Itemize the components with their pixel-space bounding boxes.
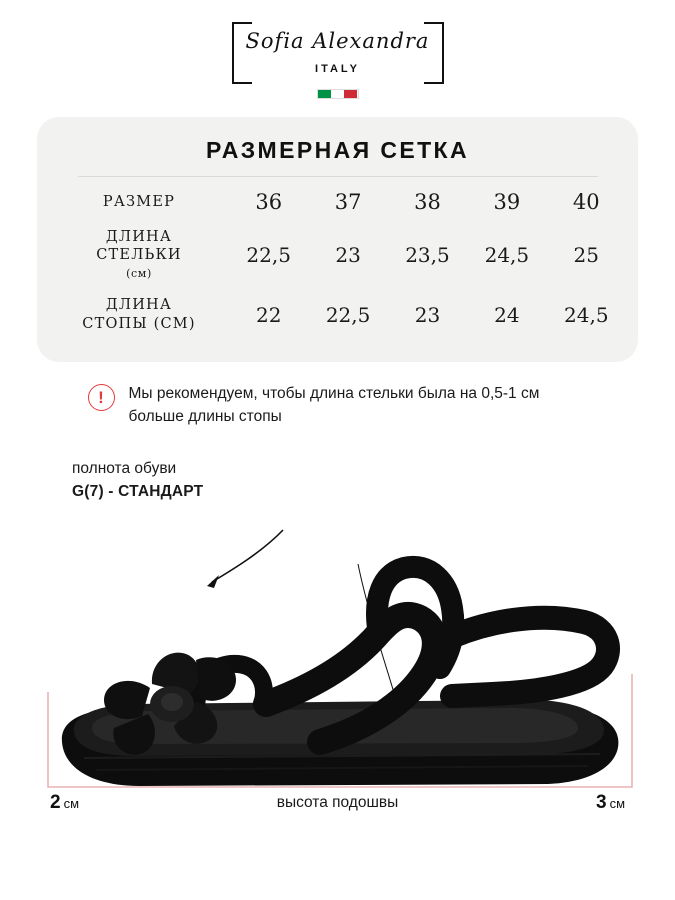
cell-foot-37: 22,5 bbox=[325, 302, 371, 327]
sandal-illustration bbox=[0, 442, 675, 842]
cell-insole-36: 22,5 bbox=[246, 243, 291, 268]
sole-height-right bbox=[596, 792, 625, 814]
row-label-foot-text: ДЛИНА СТОПЫ (СМ) bbox=[82, 297, 196, 332]
row-label-insole-text: ДЛИНА СТЕЛЬКИ bbox=[96, 229, 182, 264]
size-chart-card bbox=[37, 117, 638, 362]
brand-country: ITALY bbox=[315, 63, 360, 75]
sole-height-left-value: 2 bbox=[50, 792, 61, 814]
cell-insole-40: 25 bbox=[573, 243, 599, 268]
row-label-insole-length bbox=[49, 221, 229, 289]
width-callout-line2: G(7) - СТАНДАРТ bbox=[72, 482, 204, 500]
row-label-foot-length bbox=[49, 289, 229, 339]
cell-foot-38: 23 bbox=[414, 302, 441, 327]
sandal-graphic bbox=[62, 567, 619, 786]
callout-arrow-line bbox=[212, 530, 283, 582]
sandal-ankle-strap bbox=[440, 618, 608, 696]
row-label-size: РАЗМЕР bbox=[102, 193, 176, 210]
recommendation-note bbox=[78, 382, 598, 429]
row-label-insole-unit: (см) bbox=[126, 267, 152, 281]
recommendation-text: Мы рекомендуем, чтобы длина стельки была на 0,5-1 см больше длины стопы bbox=[128, 384, 540, 425]
cell-size-38: 38 bbox=[414, 190, 441, 214]
cell-foot-40: 24,5 bbox=[564, 302, 609, 327]
cell-foot-39: 24 bbox=[494, 302, 520, 327]
cell-size-37: 37 bbox=[334, 190, 362, 214]
table-row bbox=[49, 221, 626, 289]
callout-arrow-head bbox=[207, 575, 219, 588]
sole-height-right-value: 3 bbox=[595, 792, 607, 814]
brand-logo-frame bbox=[232, 22, 444, 84]
sole-height-left-unit: см bbox=[63, 796, 80, 812]
width-callout-line1: полнота обуви bbox=[72, 460, 177, 478]
sole-height-right-unit: см bbox=[609, 796, 625, 812]
brand-header bbox=[0, 0, 675, 99]
size-chart-table bbox=[49, 183, 626, 340]
size-chart-title: РАЗМЕРНАЯ СЕТКА bbox=[206, 137, 469, 163]
table-row bbox=[49, 289, 626, 339]
cell-size-36: 36 bbox=[255, 190, 283, 214]
italy-flag-icon bbox=[317, 89, 359, 99]
product-figure bbox=[0, 442, 675, 842]
cell-insole-39: 24,5 bbox=[484, 243, 530, 268]
exclamation-circle-icon: ! bbox=[88, 384, 115, 411]
cell-insole-38: 23,5 bbox=[405, 243, 450, 268]
brand-name: Sofia Alexandra bbox=[245, 29, 430, 53]
cell-size-40: 40 bbox=[572, 190, 600, 214]
table-row bbox=[49, 183, 626, 221]
cell-size-39: 39 bbox=[493, 190, 521, 214]
cell-insole-37: 23 bbox=[335, 243, 361, 268]
title-divider bbox=[78, 176, 598, 177]
cell-foot-36: 22 bbox=[255, 302, 282, 327]
sole-height-caption: высота подошвы bbox=[276, 794, 399, 812]
